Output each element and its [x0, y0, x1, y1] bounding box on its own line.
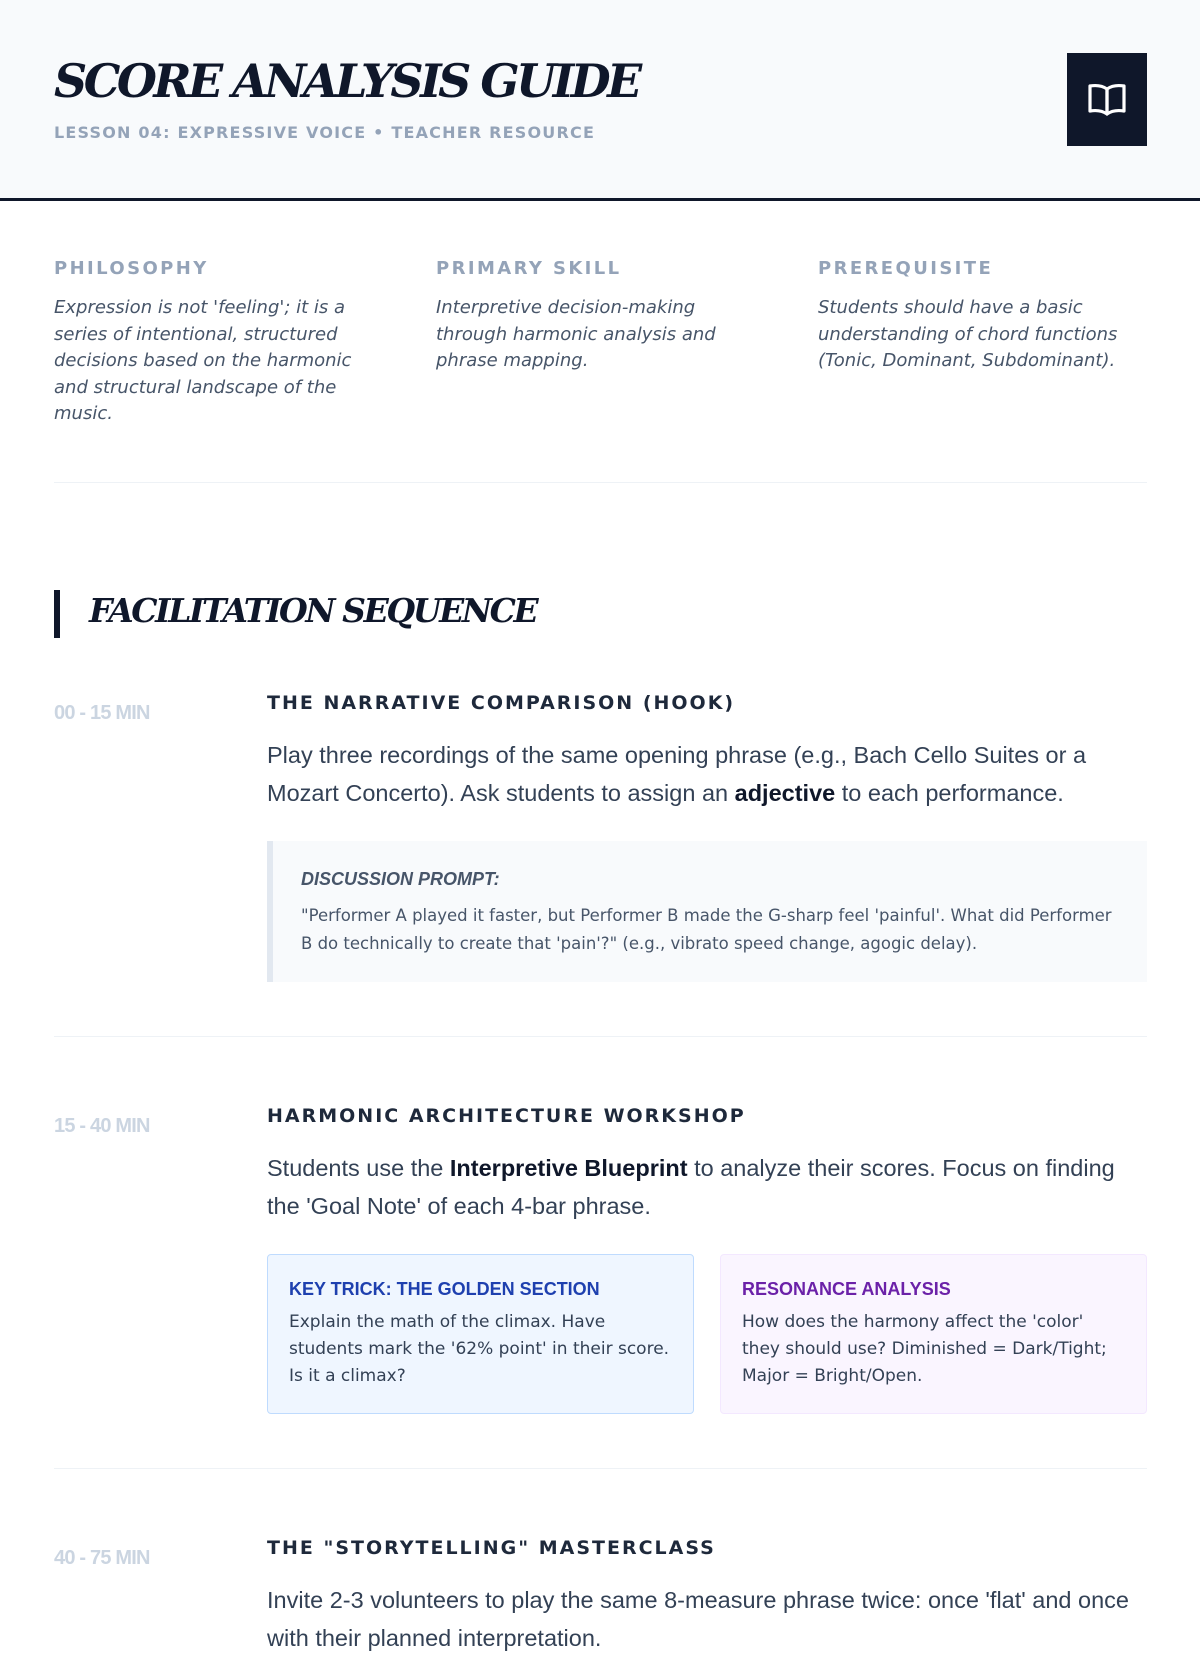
- step-body-text: Play three recordings of the same opening phrase (e.g., Bach Cello Suites or a Mozart Concerto). Ask students to assign an: [267, 742, 1087, 806]
- meta-label: PRIMARY SKILL: [436, 258, 622, 279]
- step-title: THE NARRATIVE COMPARISON (HOOK): [267, 692, 736, 714]
- meta-prerequisite: [818, 258, 1148, 375]
- key-trick-card: [267, 1254, 694, 1414]
- meta-text: Expression is not 'feeling'; it is a series of intentional, structured decisions based on the harmonic and structural landscape of the music.: [54, 297, 352, 424]
- step-body: Invite 2-3 volunteers to play the same 8-measure phrase twice: once 'flat' and once with their planned interpretation.: [267, 1587, 1129, 1651]
- section-divider: [54, 482, 1147, 483]
- prompt-text: "Performer A played it faster, but Performer B made the G-sharp feel 'painful'. What did Performer B do technically to create that 'pain'?" (e.g., vibrato speed change, agogic delay).: [301, 906, 1112, 953]
- meta-primary-skill: [436, 258, 766, 375]
- step-body-text: Students use the: [267, 1155, 450, 1181]
- step-divider: [54, 1468, 1147, 1469]
- section-title: FACILITATION SEQUENCE: [89, 591, 537, 630]
- step-body-emphasis: Interpretive Blueprint: [449, 1155, 688, 1181]
- card-title: RESONANCE ANALYSIS: [742, 1279, 951, 1299]
- meta-philosophy: [54, 258, 384, 428]
- page-header: [0, 0, 1200, 201]
- step-body-emphasis: adjective: [734, 780, 836, 806]
- step-time: 15 - 40 MIN: [54, 1115, 150, 1137]
- meta-text: Students should have a basic understanding of chord functions (Tonic, Dominant, Subdominant).: [818, 297, 1118, 371]
- discussion-prompt: [267, 841, 1147, 982]
- step-body: [267, 1149, 1147, 1225]
- step-body: [267, 736, 1147, 812]
- meta-text: Interpretive decision-making through harmonic analysis and phrase mapping.: [436, 297, 716, 371]
- step-divider: [54, 1036, 1147, 1037]
- card-title: KEY TRICK: THE GOLDEN SECTION: [289, 1279, 600, 1299]
- meta-label: PHILOSOPHY: [54, 258, 209, 279]
- open-book-icon: [1087, 82, 1127, 118]
- prompt-label: DISCUSSION PROMPT:: [301, 869, 500, 889]
- step-body-text: to analyze their scores. Focus on finding the 'Goal Note' of each 4-bar phrase.: [267, 1155, 1115, 1219]
- step-body-text: to each performance.: [835, 780, 1064, 806]
- meta-label: PREREQUISITE: [818, 258, 994, 279]
- step-time: 00 - 15 MIN: [54, 702, 150, 724]
- page-title: SCORE ANALYSIS GUIDE: [54, 54, 639, 108]
- section-accent-bar: [54, 590, 60, 638]
- step-title: HARMONIC ARCHITECTURE WORKSHOP: [267, 1105, 746, 1127]
- resonance-analysis-card: [720, 1254, 1147, 1414]
- card-text: Explain the math of the climax. Have students mark the '62% point' in their score. Is it a climax?: [289, 1312, 670, 1386]
- guide-book-button[interactable]: [1067, 53, 1147, 146]
- step-title: THE "STORYTELLING" MASTERCLASS: [267, 1537, 716, 1559]
- page-subtitle: LESSON 04: EXPRESSIVE VOICE • TEACHER RESOURCE: [54, 123, 596, 142]
- card-text: How does the harmony affect the 'color' they should use? Diminished = Dark/Tight; Major = Bright/Open.: [742, 1312, 1107, 1386]
- step-time: 40 - 75 MIN: [54, 1547, 150, 1569]
